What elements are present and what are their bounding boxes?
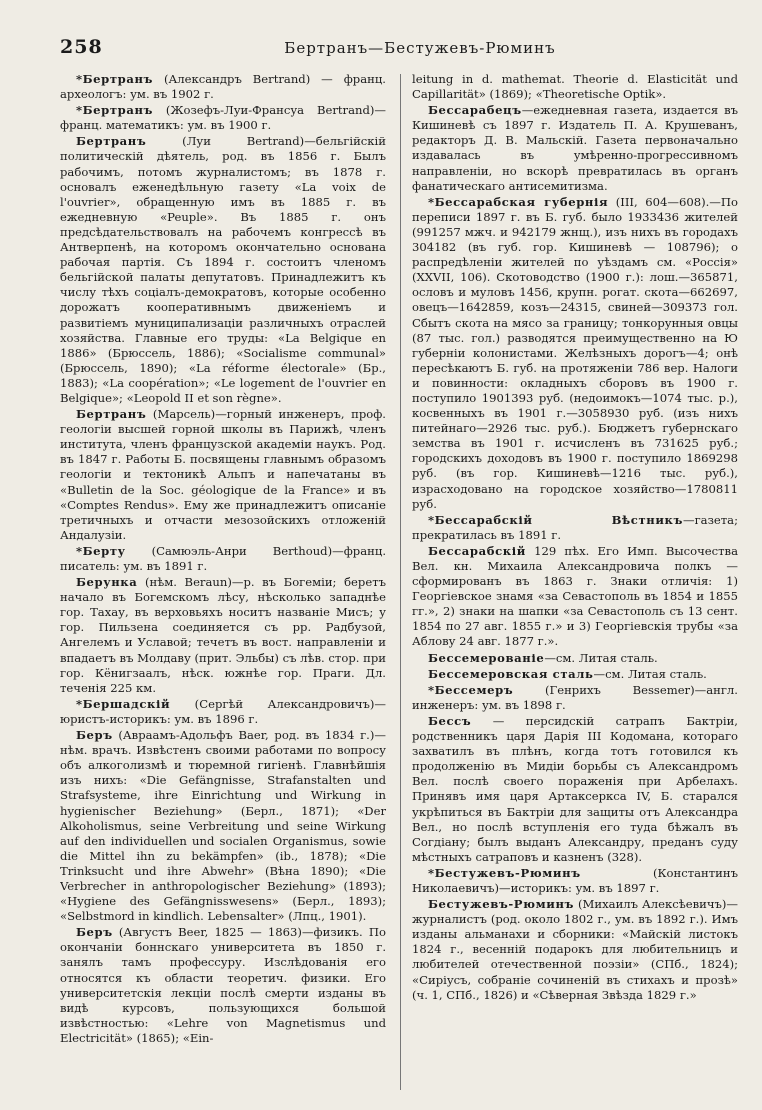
article-entry xyxy=(412,195,738,512)
article-headword: Бессарабецъ xyxy=(428,103,522,118)
article-text: (нѣм. Beraun)—р. въ Богеміи; беретъ начало въ Богемскомъ лѣсу, нѣсколько западнѣе гор. Тахау, въ верховьяхъ носитъ названіе Мисъ; у гор. Пильзена соединяется съ рр. Радбузой, Ангелемъ и Уславой; течетъ въ вост. направленіи и впадаетъ въ Молдаву (прит. Эльбы) съ лѣв. стор. при гор. Кёнигзаалъ, нѣск. южнѣе гор. Праги. Дл. теченія 225 км. xyxy=(60,575,386,695)
article-entry xyxy=(60,728,386,924)
article-headword: *Бессарабскій Вѣстникъ xyxy=(428,512,683,527)
article-entry xyxy=(412,866,738,896)
article-text: 129 пѣх. Его Имп. Высочества Вел. кн. Михаила Александровича полкъ — сформированъ въ 1863 г. Знаки отличія: 1) Георгіевское знамя «за Севастополь въ 1854 и 1855 гг.», 2) знаки на шапки «за Севастополь съ 13 сент. 1854 по 27 авг. 1855 г.» и 3) Георгіевскія трубы «за Аблову 24 авг. 1877 г.». xyxy=(412,543,738,649)
article-entry xyxy=(60,103,386,133)
article-text: —ежедневная газета, издается въ Кишиневѣ съ 1897 г. Издатель П. А. Крушеванъ, редакторъ Д. В. Мальскій. Газета первоначально издавалась въ умѣренно-прогрессивномъ направленіи, но вскорѣ превратилась въ органъ фанатическаго антисемитизма. xyxy=(412,103,738,193)
article-headword: *Бертранъ xyxy=(76,72,154,86)
article-entry xyxy=(412,897,738,1003)
article-headword: *Бессемеръ xyxy=(428,682,514,697)
page-header xyxy=(60,36,710,64)
article-text: leitung in d. mathemat. Theorie d. Elasticität und Capillarität» (1869); «Theoretische Optik». xyxy=(412,72,738,102)
article-entry xyxy=(60,925,386,1046)
article-entry xyxy=(412,103,738,194)
article-text: —газета; прекратилась въ 1891 г. xyxy=(412,512,738,542)
article-entry xyxy=(60,407,386,543)
article-entry xyxy=(60,544,386,574)
article-entry xyxy=(412,683,738,713)
article-text: (Александръ Bertrand) — франц. археологъ: ум. въ 1902 г. xyxy=(60,72,386,102)
article-text: (Авраамъ-Адольфъ Baer, род. въ 1834 г.)—нѣм. врачъ. Извѣстенъ своими работами по вопросу объ алкоголизмѣ и тюремной гигіенѣ. Главнѣйшія изъ нихъ: «Die Gefängnisse, Strafanstalten und Strafsysteme, ihre Einrichtung und Wirkung in hygienischer Beziehung» (Берл., 1871); «Der Alkoholismus, seine Verbreitung und seine Wirkung auf den individuellen und socialen Organismus, sowie die Mittel ihn zu bekämpfen» (ib., 1878); «Die Trinksucht und ihre Abwehr» (Вѣна 1890); «Die Verbrecher in anthropologischer Beziehung» (1893); «Hygiene des Gefängnisswesens» (Берл., 1893); «Selbstmord in kindlich. Lebensalter» (Лпц., 1901). xyxy=(60,728,386,924)
article-headword: Бессарабскій xyxy=(428,543,526,558)
article-text: (Марсель)—горный инженеръ, проф. геологіи высшей горной школы въ Парижѣ, членъ института, членъ французской академіи наукъ. Род. въ 1847 г. Работы Б. посвящены главнымъ образомъ геологіи и тектоникѣ Альпъ и напечатаны въ «Bulletin de la Soc. géologique de la France» и въ «Comptes Rendus». Ему же принадлежитъ описаніе третичныхъ и отчасти мезозойскихъ отложеній Андалузіи. xyxy=(60,407,386,542)
page-number: 258 xyxy=(60,36,103,58)
article-headword: *Бершадскій xyxy=(76,696,171,711)
article-headword: Беръ xyxy=(76,925,113,940)
article-entry xyxy=(412,667,738,682)
article-entry xyxy=(60,72,386,102)
article-headword: *Бессарабская губернія xyxy=(428,194,609,209)
article-entry xyxy=(412,72,738,102)
article-text: (III, 604—608).—По переписи 1897 г. въ Б. губ. было 1933436 жителей (991257 мжч. и 942179 жнщ.), изъ нихъ въ городахъ 304182 (въ губ. гор. Кишиневѣ — 108796); о распредѣленіи жителей по уѣздамъ см. «Россія» (XXVII, 106). Скотоводство (1900 г.): лош.—365871, ословъ и муловъ 1456, крупн. рогат. скота—662697, овецъ—1642859, козъ—24315, свиней—309373 гол. Сбытъ скота на мясо за границу; тонкорунныя овцы (87 тыс. гол.) разводятся преимущественно на Ю губерніи колонистами. Желѣзныхъ дорогъ—4; онѣ пересѣкаютъ Б. губ. на протяженіи 786 вер. Налоги и повинности: окладныхъ сборовъ въ 1900 г. поступило 1901393 руб. (недоимокъ—1074 тыс. р.), косвенныхъ въ 1901 г.—3058930 руб. (изъ нихъ питейнаго—2926 тыс. руб.). Бюджетъ губернскаго земства въ 1901 г. исчисленъ въ 731625 руб.; городскихъ доходовъ въ 1900 г. поступило 1869298 руб. (въ гор. Кишиневѣ—1216 тыс. руб.), израсходовано на городское хозяйство—1780811 руб. xyxy=(412,194,738,511)
article-headword: Бестужевъ-Рюминъ xyxy=(428,897,575,912)
article-entry xyxy=(60,697,386,727)
article-text: (Самюэль-Анри Berthoud)—франц. писатель: ум. въ 1891 г. xyxy=(60,543,386,573)
article-entry xyxy=(412,544,738,650)
left-column xyxy=(60,72,386,1092)
column-divider xyxy=(400,74,401,1090)
article-headword: *Берту xyxy=(76,543,126,558)
article-entry xyxy=(412,714,738,865)
article-headword: Бессъ xyxy=(428,713,472,728)
article-text: (Луи Bertrand)—бельгійскій политическій дѣятель, род. въ 1856 г. Былъ рабочимъ, потомъ журналистомъ; въ 1878 г. основалъ еженедѣльную газету «La voix de l'ouvrier», обращенную имъ въ 1885 г. въ ежедневную «Peuple». Въ 1885 г. онъ предсѣдательствовалъ на рабочемъ конгрессѣ въ Антверпенѣ, на которомъ окончательно основана рабочая партія. Съ 1894 г. состоитъ членомъ бельгійской палаты депутатовъ. Принадлежитъ къ числу тѣхъ соціалъ-демократовъ, которые особенно дорожатъ кооперативнымъ движеніемъ и развитіемъ муниципализаціи различныхъ отраслей хозяйства. Главные его труды: «La Belgique en 1886» (Брюссель, 1886); «Socialisme communal» (Брюссель, 1890); «La réforme électorale» (Бр., 1883); «La coopération»; «Le logement de l'ouvrier en Belgique»; «Leopold II et son règne». xyxy=(60,134,386,405)
article-text: (Генрихъ Bessemer)—англ. инженеръ: ум. въ 1898 г. xyxy=(412,682,738,712)
article-text: (Константинъ Николаевичъ)—историкъ: ум. въ 1897 г. xyxy=(412,865,738,895)
article-text: — персидскій сатрапъ Бактріи, родственникъ царя Дарія III Кодомана, котораго захватилъ въ плѣнъ, когда тотъ готовился къ продолженію въ Мидіи борьбы съ Александромъ Вел. послѣ своего пораженія при Арбелахъ. Принявъ имя царя Артаксеркса IV, Б. старался укрѣпиться въ Бактріи для защиты отъ Александра Вел., но послѣ вступленія его туда бѣжалъ въ Согдіану; былъ выданъ Александру, преданъ суду мѣстныхъ сатраповъ и казненъ (328). xyxy=(412,713,738,864)
article-text: (Михаилъ Алексѣевичъ)—журналистъ (род. около 1802 г., ум. въ 1892 г.). Имъ изданы альманахи и сборники: «Майскій листокъ 1824 г., весенній подарокъ для любительницъ и любителей отечественной поэзіи» (СПб., 1824); «Сиріусъ, собраніе сочиненій въ стихахъ и прозѣ» (ч. 1, СПб., 1826) и «Сѣверная Звѣзда 1829 г.» xyxy=(412,897,738,1002)
article-text: (Жозефъ-Луи-Франсуа Bertrand)—франц. математикъ: ум. въ 1900 г. xyxy=(60,103,386,133)
article-entry xyxy=(412,513,738,543)
article-headword: Бертранъ xyxy=(76,134,147,149)
article-headword: *Бертранъ xyxy=(76,103,154,118)
article-text: (Августъ Beer, 1825 — 1863)—физикъ. По окончаніи боннскаго университета въ 1850 г. занялъ тамъ профессуру. Изслѣдованія его относятся къ области теоретич. физики. Его университетскія лекціи послѣ смерти изданы въ видѣ курсовъ, пользующихся большой извѣстностью: «Lehre von Magnetismus und Electricität» (1865); «Ein- xyxy=(60,925,386,1045)
article-headword: Бессемерованіе xyxy=(428,650,545,665)
right-column xyxy=(412,72,738,1092)
article-headword: Берунка xyxy=(76,575,138,590)
article-entry xyxy=(60,575,386,696)
article-headword: *Бестужевъ-Рюминъ xyxy=(428,865,581,880)
article-headword: Бертранъ xyxy=(76,407,147,422)
article-headword: Бессемеровская сталь xyxy=(428,666,594,681)
article-headword: Беръ xyxy=(76,728,113,743)
article-text: (Сергѣй Александровичъ)—юристъ-историкъ: ум. въ 1896 г. xyxy=(60,696,386,726)
running-head: Бертранъ—Бестужевъ-Рюминъ xyxy=(284,39,556,57)
article-entry xyxy=(412,651,738,666)
article-entry xyxy=(60,134,386,406)
article-text: —см. Литая сталь. xyxy=(593,666,707,681)
article-text: —см. Литая сталь. xyxy=(544,650,658,665)
